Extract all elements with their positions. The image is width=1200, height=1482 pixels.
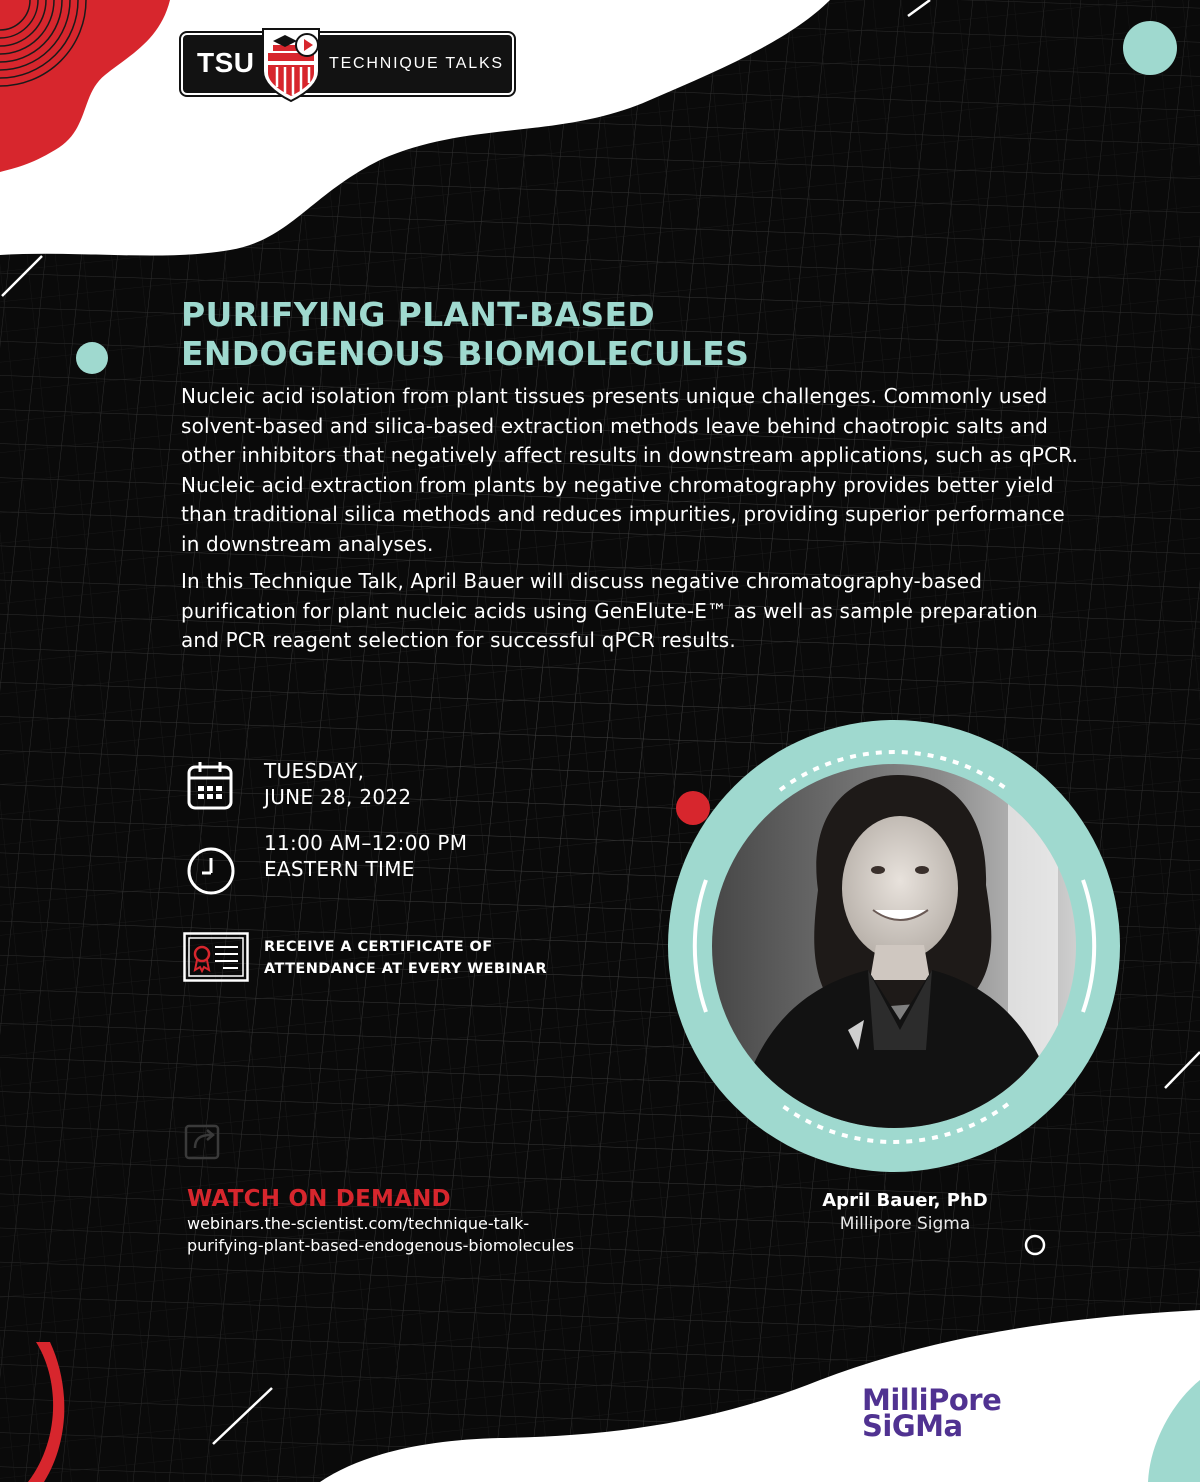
badge-abbr: TSU [197, 47, 255, 78]
tsu-shield-logo [259, 23, 323, 103]
webinar-url-line-2[interactable]: purifying-plant-based-endogenous-biomolecules [187, 1236, 575, 1255]
time-line-1: 11:00 AM–12:00 PM [264, 831, 468, 855]
certificate-note [264, 936, 547, 980]
technique-talks-badge [181, 33, 514, 95]
webinar-url-line-1[interactable]: webinars.the-scientist.com/technique-talk- [187, 1214, 530, 1233]
clock-icon [186, 846, 236, 896]
speaker-organization: Millipore Sigma [839, 1214, 971, 1234]
watch-on-demand-label: WATCH ON DEMAND [187, 1186, 451, 1212]
share-icon[interactable] [183, 1120, 223, 1160]
millipore-sigma-logo [862, 1384, 1072, 1444]
speaker-photo-frame [668, 720, 1121, 1173]
badge-title: TECHNIQUE TALKS [329, 55, 504, 72]
webinar-link[interactable] [187, 1213, 667, 1257]
event-date [264, 758, 411, 810]
calendar-icon [186, 760, 234, 812]
speaker-name: April Bauer, PhD [822, 1190, 988, 1211]
event-time [264, 830, 467, 882]
logo-line-2: SiGMa [862, 1409, 963, 1443]
title-line-1: PURIFYING PLANT-BASED [181, 295, 656, 334]
description-paragraph-2: In this Technique Talk, April Bauer will discuss negative chromatography-based purification for plant nucleic acids using GenElute-E™ as well as sample preparation and PCR reagent selection for successful qPCR results. [181, 569, 1038, 652]
date-line-2: JUNE 28, 2022 [264, 785, 412, 809]
certificate-line-2: ATTENDANCE AT EVERY WEBINAR [264, 961, 547, 977]
title-line-2: ENDOGENOUS BIOMOLECULES [181, 334, 750, 373]
logo-line-1: MilliPore [862, 1383, 1002, 1417]
description-paragraph-1: Nucleic acid isolation from plant tissues presents unique challenges. Commonly used solvent-based and silica-based extraction methods leave behind chaotropic salts and other inhibitors that negatively affect results in downstream applications, such as qPCR. Nucleic acid extraction from plants by negative chromatography provides better yield than traditional silica methods and reduces impurities, providing superior performance in downstream analyses. [181, 384, 1079, 556]
page-title [181, 295, 1081, 373]
date-line-1: TUESDAY, [264, 759, 365, 783]
time-line-2: EASTERN TIME [264, 857, 415, 881]
certificate-icon [183, 932, 249, 982]
certificate-line-1: RECEIVE A CERTIFICATE OF [264, 939, 493, 955]
